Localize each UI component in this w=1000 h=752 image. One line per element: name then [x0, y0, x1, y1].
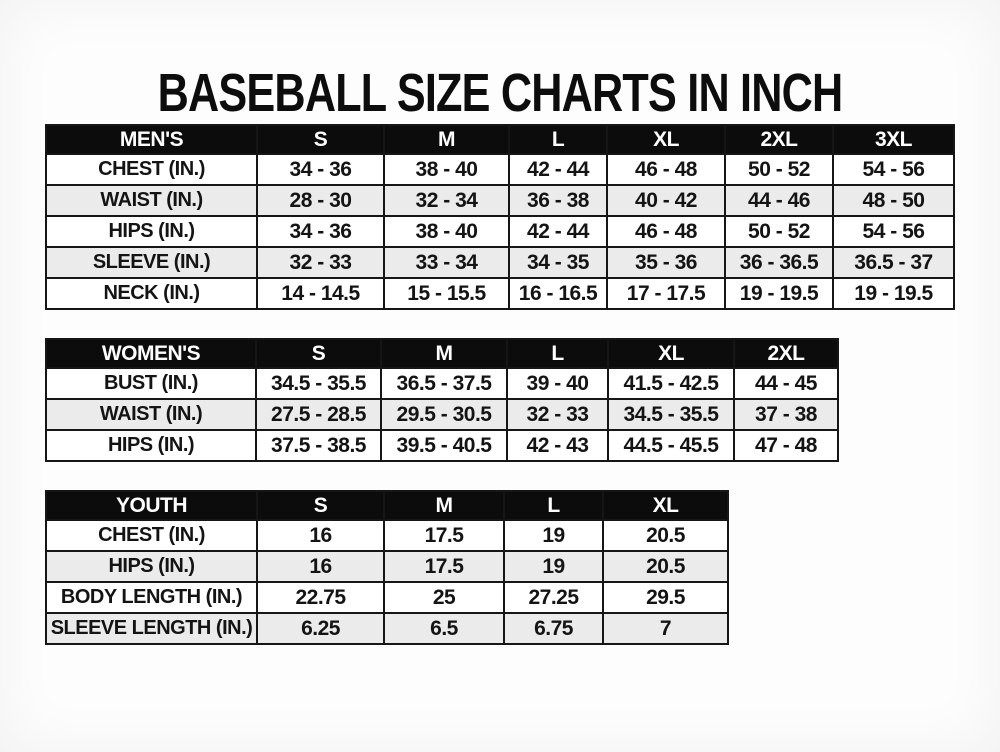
size-cell: 34 - 36	[257, 154, 384, 185]
size-cell: 36.5 - 37.5	[381, 368, 507, 399]
table-row	[46, 185, 954, 216]
size-cell: 37 - 38	[734, 399, 838, 430]
size-cell: 37.5 - 38.5	[256, 430, 381, 461]
row-label: BODY LENGTH (IN.)	[46, 582, 257, 613]
column-header-2xl: 2XL	[725, 125, 833, 154]
size-cell: 44 - 45	[734, 368, 838, 399]
row-label: SLEEVE (IN.)	[46, 247, 257, 278]
size-cell: 14 - 14.5	[257, 278, 384, 309]
table-row	[46, 520, 728, 551]
size-cell: 34 - 35	[509, 247, 607, 278]
table-row	[46, 368, 838, 399]
column-header-l: L	[507, 339, 608, 368]
size-cell: 32 - 33	[507, 399, 608, 430]
row-label: WAIST (IN.)	[46, 185, 257, 216]
page-title: BASEBALL SIZE CHARTS IN INCH	[157, 63, 843, 123]
row-label: HIPS (IN.)	[46, 216, 257, 247]
size-cell: 38 - 40	[384, 216, 509, 247]
row-label: HIPS (IN.)	[46, 551, 257, 582]
size-cell: 33 - 34	[384, 247, 509, 278]
size-cell: 29.5	[603, 582, 728, 613]
row-label: SLEEVE LENGTH (IN.)	[46, 613, 257, 644]
table-row	[46, 216, 954, 247]
column-header-s: S	[257, 125, 384, 154]
column-header-l: L	[504, 491, 603, 520]
size-cell: 44.5 - 45.5	[608, 430, 734, 461]
row-label: CHEST (IN.)	[46, 520, 257, 551]
youth-table-title: YOUTH	[46, 491, 257, 520]
row-label: WAIST (IN.)	[46, 399, 256, 430]
size-cell: 39.5 - 40.5	[381, 430, 507, 461]
table-row	[46, 613, 728, 644]
size-cell: 19 - 19.5	[725, 278, 833, 309]
size-cell: 20.5	[603, 551, 728, 582]
size-cell: 19	[504, 520, 603, 551]
column-header-m: M	[381, 339, 507, 368]
column-header-l: L	[509, 125, 607, 154]
size-cell: 50 - 52	[725, 216, 833, 247]
size-cell: 48 - 50	[833, 185, 954, 216]
row-label: CHEST (IN.)	[46, 154, 257, 185]
size-cell: 34.5 - 35.5	[256, 368, 381, 399]
size-cell: 6.5	[384, 613, 504, 644]
column-header-m: M	[384, 491, 504, 520]
column-header-m: M	[384, 125, 509, 154]
column-header-2xl: 2XL	[734, 339, 838, 368]
size-cell: 40 - 42	[607, 185, 725, 216]
size-cell: 46 - 48	[607, 154, 725, 185]
table-row	[46, 247, 954, 278]
size-cell: 54 - 56	[833, 216, 954, 247]
size-cell: 34.5 - 35.5	[608, 399, 734, 430]
size-cell: 29.5 - 30.5	[381, 399, 507, 430]
youth-header-row	[46, 491, 728, 520]
size-cell: 17 - 17.5	[607, 278, 725, 309]
table-row	[46, 551, 728, 582]
size-cell: 16	[257, 520, 384, 551]
size-cell: 36.5 - 37	[833, 247, 954, 278]
size-cell: 42 - 44	[509, 154, 607, 185]
size-cell: 7	[603, 613, 728, 644]
size-cell: 6.25	[257, 613, 384, 644]
table-row	[46, 582, 728, 613]
column-header-xl: XL	[607, 125, 725, 154]
size-cell: 32 - 33	[257, 247, 384, 278]
womens-header-row	[46, 339, 838, 368]
size-cell: 15 - 15.5	[384, 278, 509, 309]
size-cell: 42 - 43	[507, 430, 608, 461]
size-cell: 17.5	[384, 520, 504, 551]
column-header-s: S	[257, 491, 384, 520]
mens-table-title: MEN'S	[46, 125, 257, 154]
size-cell: 39 - 40	[507, 368, 608, 399]
size-cell: 25	[384, 582, 504, 613]
size-cell: 34 - 36	[257, 216, 384, 247]
mens-size-table	[45, 124, 955, 310]
table-row	[46, 430, 838, 461]
row-label: NECK (IN.)	[46, 278, 257, 309]
size-cell: 27.25	[504, 582, 603, 613]
size-cell: 44 - 46	[725, 185, 833, 216]
size-cell: 42 - 44	[509, 216, 607, 247]
size-cell: 35 - 36	[607, 247, 725, 278]
youth-size-table	[45, 490, 729, 645]
mens-header-row	[46, 125, 954, 154]
column-header-xl: XL	[603, 491, 728, 520]
size-cell: 22.75	[257, 582, 384, 613]
column-header-xl: XL	[608, 339, 734, 368]
size-cell: 16 - 16.5	[509, 278, 607, 309]
column-header-3xl: 3XL	[833, 125, 954, 154]
size-cell: 47 - 48	[734, 430, 838, 461]
size-cell: 28 - 30	[257, 185, 384, 216]
size-cell: 32 - 34	[384, 185, 509, 216]
womens-size-table	[45, 338, 839, 462]
size-cell: 50 - 52	[725, 154, 833, 185]
size-cell: 6.75	[504, 613, 603, 644]
size-cell: 54 - 56	[833, 154, 954, 185]
size-cell: 20.5	[603, 520, 728, 551]
size-cell: 19	[504, 551, 603, 582]
column-header-s: S	[256, 339, 381, 368]
row-label: BUST (IN.)	[46, 368, 256, 399]
table-row	[46, 399, 838, 430]
size-cell: 36 - 36.5	[725, 247, 833, 278]
table-row	[46, 278, 954, 309]
row-label: HIPS (IN.)	[46, 430, 256, 461]
size-cell: 17.5	[384, 551, 504, 582]
size-cell: 38 - 40	[384, 154, 509, 185]
size-cell: 46 - 48	[607, 216, 725, 247]
womens-table-title: WOMEN'S	[46, 339, 256, 368]
size-cell: 36 - 38	[509, 185, 607, 216]
table-row	[46, 154, 954, 185]
size-cell: 27.5 - 28.5	[256, 399, 381, 430]
size-cell: 16	[257, 551, 384, 582]
size-cell: 19 - 19.5	[833, 278, 954, 309]
title-area	[0, 0, 1000, 124]
size-cell: 41.5 - 42.5	[608, 368, 734, 399]
